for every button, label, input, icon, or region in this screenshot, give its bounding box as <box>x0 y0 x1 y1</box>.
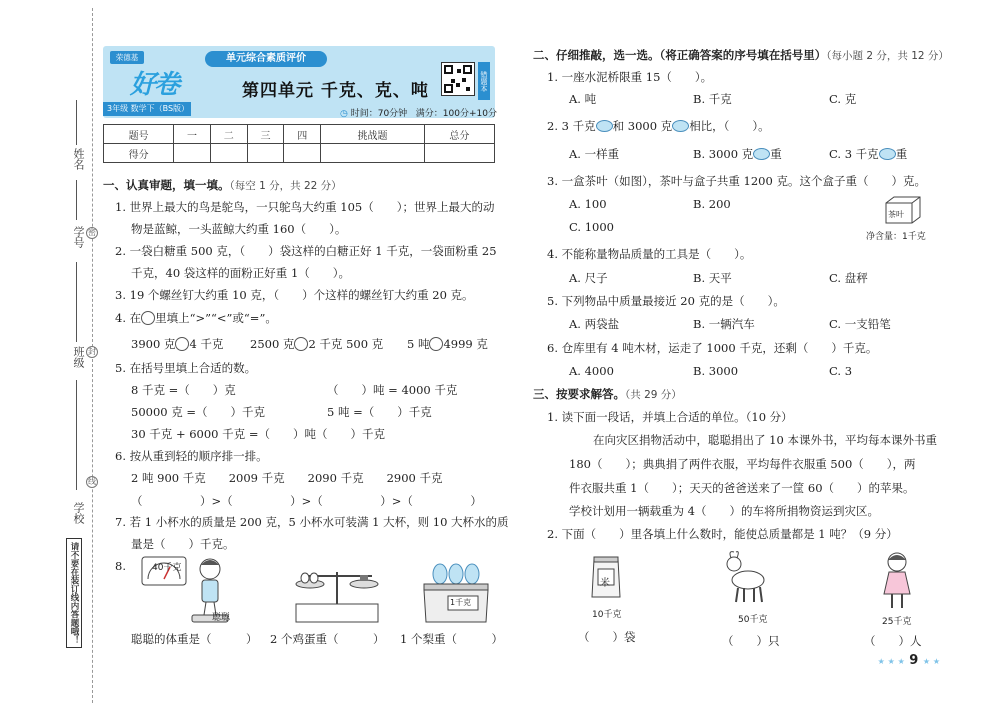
q8-answer: 聪聪的体重是（ ） <box>131 632 258 646</box>
table-cell: 题号 <box>104 125 174 144</box>
table-cell: 二 <box>210 125 247 144</box>
p3-q1: 1. 读下面一段话，并填上合适的单位。（10 分） <box>547 410 793 424</box>
option[interactable]: B. 一辆汽车 <box>693 317 755 331</box>
compare-item: 2 千克 500 克 <box>308 337 384 351</box>
table-cell: 挑战题 <box>321 125 425 144</box>
option[interactable]: B. 200 <box>693 197 731 211</box>
school-line <box>76 380 77 490</box>
p3-para: 学校计划用一辆载重为 4（ ）的车将所捐物资运到灾区。 <box>569 504 879 518</box>
table-cell: 四 <box>284 125 321 144</box>
iron-icon <box>672 120 689 132</box>
option[interactable]: C. 克 <box>829 92 857 106</box>
q2-text: 和 3000 克 <box>612 119 673 133</box>
school-label: 学校 <box>72 502 85 524</box>
part1-heading <box>103 177 342 193</box>
page-number-value: 9 <box>909 653 919 668</box>
q8-answer: 1 个梨重（ ） <box>400 632 503 646</box>
goat-illustration <box>722 550 772 606</box>
seal-mark-2: 封 <box>88 347 96 356</box>
digital-scale-illustration <box>420 560 492 626</box>
brand-tag: 荣德基 <box>110 51 144 64</box>
compare-row <box>407 336 488 352</box>
part3-note: （共 29 分） <box>625 389 682 401</box>
p2-q2 <box>547 118 770 134</box>
option-text: 重 <box>895 147 908 161</box>
compare-item: 5 吨 <box>407 337 430 351</box>
table-row <box>104 125 495 144</box>
score-input-cell[interactable] <box>247 144 284 163</box>
digital-reading: 1千克 <box>450 598 472 607</box>
option[interactable]: A. 吨 <box>569 92 597 106</box>
q1-line2: 物是蓝鲸，一头蓝鲸大约重 160（ ）。 <box>131 222 347 236</box>
option[interactable]: A. 尺子 <box>569 271 608 285</box>
score-input-cell[interactable] <box>321 144 425 163</box>
star-icon: ★ ★ <box>922 657 940 666</box>
compare-blank[interactable] <box>175 337 189 351</box>
class-label: 班级 <box>72 346 85 368</box>
clock-icon: ◷ <box>340 109 348 119</box>
q5-item: 30 千克 + 6000 千克 =（ ）吨（ ）千克 <box>131 427 385 441</box>
rice-char: 米 <box>600 578 610 589</box>
haojuan-logo: 好卷 <box>130 70 179 100</box>
girl-illustration <box>878 550 916 612</box>
q5-item: 50000 克 =（ ）千克 <box>131 405 266 419</box>
compare-blank[interactable] <box>429 337 443 351</box>
score-input-cell[interactable] <box>284 144 321 163</box>
compare-item: 3900 克 <box>131 337 176 351</box>
iron-icon <box>753 148 770 160</box>
id-label: 学号 <box>72 226 85 248</box>
option[interactable]: A. 两袋盐 <box>569 317 620 331</box>
name-label: 姓名 <box>72 148 85 170</box>
compare-circle-icon <box>141 311 155 325</box>
class-line <box>76 262 77 342</box>
option-text: C. 3 千克 <box>829 147 879 161</box>
tea-net-weight: 净含量：1千克 <box>866 232 926 242</box>
q2-line2: 千克，40 袋这样的面粉正好重 1（ ）。 <box>131 266 351 280</box>
p2-q4: 4. 不能称量物品质量的工具是（ ）。 <box>547 247 752 261</box>
item-weight: 25千克 <box>882 617 912 627</box>
p3-para: 件衣服共重 1（ ）；天天的爸爸送来了一筐 60（ ）的苹果。 <box>569 481 915 495</box>
q4-line: 4. 在 里填上“>”“<”或“=”。 <box>115 311 277 325</box>
mistake-book-tag: 错题本 <box>478 62 490 100</box>
grade-label: 3年级 数学下（BS版） <box>103 102 191 116</box>
score-table <box>103 124 495 163</box>
q1-line1: 1. 世界上最大的鸟是鸵鸟，一只鸵鸟大约重 105（ ）；世界上最大的动 <box>115 200 495 214</box>
page-number <box>878 653 940 668</box>
q7-line1: 7. 若 1 小杯水的质量是 200 克，5 小杯水可装满 1 大杯，则 10 大杯水的质 <box>115 515 509 529</box>
item-blank: （ ）人 <box>864 634 922 648</box>
q5-line: 5. 在括号里填上合适的数。 <box>115 361 257 375</box>
q5-item: 8 千克 =（ ）克 <box>131 383 236 397</box>
q2-text: 相比，（ ）。 <box>689 119 770 133</box>
p3-q2: 2. 下面（ ）里各填上什么数时，能使总质量都是 1 吨？（9 分） <box>547 527 898 541</box>
option[interactable]: B. 天平 <box>693 271 732 285</box>
part1-title: 一、认真审题，填一填。 <box>103 178 230 192</box>
score-input-cell[interactable] <box>424 144 494 163</box>
seal-mark-1: 密 <box>88 228 96 237</box>
compare-row <box>250 336 383 352</box>
q8-answer: 2 个鸡蛋重（ ） <box>270 632 385 646</box>
q5-item: （ ）吨 = 4000 千克 <box>327 383 458 397</box>
tea-label: 茶叶 <box>888 210 904 219</box>
time-label: 时间：70分钟 <box>350 109 408 119</box>
option[interactable]: A. 100 <box>569 197 607 211</box>
item-blank: （ ）袋 <box>578 630 636 644</box>
full-score-label: 满分：100分+10分 <box>415 109 497 119</box>
p2-q3: 3. 一盒茶叶（如图），茶叶与盒子共重 1200 克。这个盒子重（ ）克。 <box>547 174 926 188</box>
option[interactable]: A. 一样重 <box>569 147 620 161</box>
option[interactable]: A. 4000 <box>569 364 614 378</box>
page-title: 第四单元 千克、克、吨 <box>242 81 429 101</box>
option[interactable]: B. 千克 <box>693 92 732 106</box>
person-name: 聪聪 <box>212 613 231 623</box>
name-line <box>76 100 77 145</box>
id-line <box>76 180 77 220</box>
qr-code-icon[interactable] <box>441 62 475 96</box>
p2-q5: 5. 下列物品中质量最接近 20 克的是（ ）。 <box>547 294 785 308</box>
table-cell: 得分 <box>104 144 174 163</box>
part3-heading <box>533 386 682 402</box>
q2-text: 2. 3 千克 <box>547 119 596 133</box>
table-cell: 总分 <box>424 125 494 144</box>
q6-values: 2 吨 900 千克 2009 千克 2090 千克 2900 千克 <box>131 471 443 485</box>
p3-para: 在向灾区捐物活动中，聪聪捐出了 10 本课外书，平均每本课外书重 <box>593 433 937 447</box>
q6-answer-row: （ ）>（ ）>（ ）>（ ） <box>131 494 482 508</box>
q6-line: 6. 按从重到轻的顺序排一排。 <box>115 449 268 463</box>
q8-label: 8. <box>115 559 126 573</box>
balance-scale-illustration <box>292 562 382 624</box>
cotton-icon <box>879 148 896 160</box>
q4-label: 4. 在 <box>115 311 142 325</box>
part3-title: 三、按要求解答。 <box>533 387 625 401</box>
compare-row <box>131 336 223 352</box>
score-input-cell[interactable] <box>210 144 247 163</box>
compare-item: 2500 克 <box>250 337 295 351</box>
option-text: B. 3000 克 <box>693 147 754 161</box>
cotton-icon <box>596 120 613 132</box>
warning-box: 请不要在装订线内答题哦！ <box>66 538 82 648</box>
compare-item: 4 千克 <box>189 337 224 351</box>
q2-line1: 2. 一袋白糖重 500 克，（ ）袋这样的白糖正好 1 千克，一袋面粉重 25 <box>115 244 497 258</box>
p2-q6: 6. 仓库里有 4 吨木材，运走了 1000 千克，还剩（ ）千克。 <box>547 341 878 355</box>
eval-tag: 单元综合素质评价 <box>205 51 327 67</box>
part2-heading <box>533 47 949 63</box>
star-icon: ★ ★ ★ <box>877 657 905 666</box>
option[interactable]: C. 1000 <box>569 220 614 234</box>
score-input-cell[interactable] <box>174 144 211 163</box>
item-weight: 10千克 <box>592 610 622 620</box>
table-cell: 一 <box>174 125 211 144</box>
q5-item: 5 吨 =（ ）千克 <box>327 405 432 419</box>
time-score-info <box>340 106 497 119</box>
compare-blank[interactable] <box>294 337 308 351</box>
q3-line: 3. 19 个螺丝钉大约重 10 克，（ ）个这样的螺丝钉大约重 20 克。 <box>115 288 474 302</box>
scale-reading: 40千克 <box>152 563 182 573</box>
table-cell: 三 <box>247 125 284 144</box>
p2-q1: 1. 一座水泥桥限重 15（ ）。 <box>547 70 713 84</box>
part1-note: （每空 1 分，共 22 分） <box>229 180 342 192</box>
item-blank: （ ）只 <box>722 634 780 648</box>
p3-para: 180（ ）；典典捐了两件衣服，平均每件衣服重 500（ ），两 <box>569 457 916 471</box>
binding-margin <box>0 0 98 711</box>
option[interactable]: C. 3 <box>829 364 853 378</box>
option[interactable] <box>829 146 907 162</box>
compare-item: 4999 克 <box>443 337 488 351</box>
table-row <box>104 144 495 163</box>
item-weight: 50千克 <box>738 615 768 625</box>
option[interactable]: C. 一支铅笔 <box>829 317 891 331</box>
q7-line2: 量是（ ）千克。 <box>131 537 235 551</box>
option[interactable]: B. 3000 <box>693 364 739 378</box>
part2-title: 二、仔细推敲，选一选。（将正确答案的序号填在括号里） <box>533 48 827 62</box>
option[interactable] <box>693 146 782 162</box>
option[interactable]: C. 盘秤 <box>829 271 868 285</box>
option-text: 重 <box>770 147 782 161</box>
seal-mark-3: 线 <box>88 477 96 486</box>
part2-note: （每小题 2 分，共 12 分） <box>826 50 949 62</box>
